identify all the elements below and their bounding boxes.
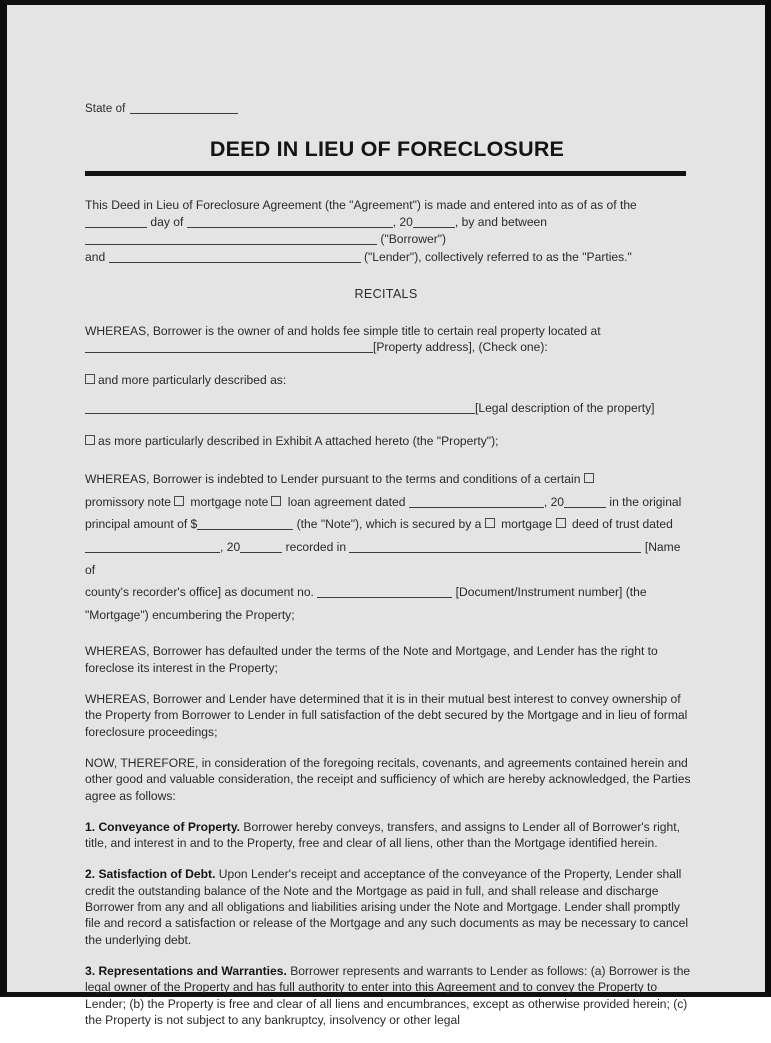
borrower-name-blank[interactable] xyxy=(85,233,377,245)
indebtedness-seg-1: WHEREAS, Borrower is indebted to Lender pursuant to the terms and conditions of a certain xyxy=(85,472,581,487)
indebtedness-seg-6: in the original xyxy=(609,494,682,509)
indebtedness-seg-2: promissory note xyxy=(85,494,172,509)
trust-deed-date-blank[interactable] xyxy=(85,541,220,553)
recitals-heading: RECITALS xyxy=(354,286,418,301)
trust-deed-year-blank[interactable] xyxy=(240,541,282,553)
section-1-heading: 1. Conveyance of Property. xyxy=(85,819,241,834)
recorder-office-blank[interactable] xyxy=(349,541,641,553)
checkbox-unchecked-icon[interactable] xyxy=(485,518,495,528)
now-therefore-paragraph: NOW, THEREFORE, in consideration of the foregoing recitals, covenants, and agreements contained herein and other good and valuable consideration, the receipt and sufficiency of which are hereby acknowledged, the Parties agree as follows: xyxy=(85,755,691,803)
checkbox-option-2-row[interactable] xyxy=(85,433,693,449)
recital-indebtedness-paragraph xyxy=(85,468,693,626)
and-label: and xyxy=(85,249,106,264)
checkbox-unchecked-icon[interactable] xyxy=(85,374,95,384)
section-3-representations-and-warranties xyxy=(85,963,693,1028)
checkbox-unchecked-icon[interactable] xyxy=(85,435,95,445)
document-sheet xyxy=(7,5,765,1027)
lender-name-blank[interactable] xyxy=(109,251,361,263)
indebtedness-seg-4: loan agreement dated xyxy=(287,494,406,509)
indebtedness-seg-16: "Mortgage") encumbering the Property; xyxy=(85,607,295,622)
section-2-heading: 2. Satisfaction of Debt. xyxy=(85,867,216,882)
section-2-satisfaction-of-debt xyxy=(85,866,693,947)
indebtedness-seg-15: [Document/Instrument number] (the xyxy=(455,585,647,600)
loan-year-blank[interactable] xyxy=(564,496,606,508)
indebtedness-seg-12: recorded in xyxy=(285,540,347,555)
checkbox-option-1-label: and more particularly described as: xyxy=(98,373,287,388)
indebtedness-seg-3: mortgage note xyxy=(190,494,269,509)
legal-description-tag: [Legal description of the property] xyxy=(475,400,655,415)
section-1-conveyance xyxy=(85,819,693,852)
intro-line-1: This Deed in Lieu of Foreclosure Agreement (the "Agreement") is made and entered into as of as of the xyxy=(85,198,637,212)
document-content xyxy=(85,103,693,1043)
document-number-blank[interactable] xyxy=(317,586,452,598)
month-blank[interactable] xyxy=(187,216,393,228)
year-blank[interactable] xyxy=(413,216,455,228)
year-prefix-label: , 20 xyxy=(392,215,413,230)
indebtedness-seg-8: (the "Note"), which is secured by a xyxy=(296,517,482,532)
checkbox-option-2-label: as more particularly described in Exhibit A attached hereto (the "Property"); xyxy=(98,434,499,448)
page-title: DEED IN LIEU OF FORECLOSURE xyxy=(209,137,565,161)
indebtedness-seg-7: principal amount of $ xyxy=(85,517,198,532)
principal-amount-blank[interactable] xyxy=(197,518,293,530)
indebtedness-seg-9: mortgage xyxy=(501,517,553,532)
checkbox-unchecked-icon[interactable] xyxy=(584,473,594,483)
recital-conveyance-intent-paragraph: WHEREAS, Borrower and Lender have determined that it is in their mutual best interest to convey ownership of the Property from Borrower to Lender in full satisfaction of the debt secured by the Mortgage and in lieu of formal foreclosure proceedings; xyxy=(85,692,688,739)
indebtedness-seg-13: [Name of xyxy=(85,540,681,577)
state-of-label: State of xyxy=(85,103,126,115)
lender-tag: ("Lender"), collectively referred to as the "Parties." xyxy=(363,249,632,264)
section-3-body: Borrower represents and warrants to Lender as follows: (a) Borrower is the legal owner of the Property and has full authority to enter into this Agreement and to convey the Property to Lender; (b) the Property is free and clear of all liens and encumbrances, except as otherwise provided herein; (c) the Property is not subject to any bankruptcy, insolvency or other legal xyxy=(85,963,691,1027)
indebtedness-seg-11: , 20 xyxy=(220,540,241,555)
indebtedness-seg-10: deed of trust dated xyxy=(571,517,673,532)
checkbox-unchecked-icon[interactable] xyxy=(556,518,566,528)
state-of-line xyxy=(85,103,693,115)
checkbox-option-1-row[interactable] xyxy=(85,372,693,388)
day-of-label: day of xyxy=(150,215,184,230)
day-blank[interactable] xyxy=(85,216,147,228)
recital-default-paragraph: WHEREAS, Borrower has defaulted under the terms of the Note and Mortgage, and Lender has the right to foreclose its interest in the Property; xyxy=(85,644,658,675)
title-divider xyxy=(85,171,686,176)
legal-description-row xyxy=(85,400,693,416)
property-address-row xyxy=(85,339,693,355)
agreement-intro-paragraph xyxy=(85,197,693,266)
property-address-blank[interactable] xyxy=(85,341,373,353)
borrower-tag: ("Borrower") xyxy=(380,232,447,247)
state-of-blank[interactable] xyxy=(130,113,238,114)
property-address-tag: [Property address], (Check one): xyxy=(373,340,548,355)
loan-date-blank[interactable] xyxy=(409,496,544,508)
section-3-heading: 3. Representations and Warranties. xyxy=(85,963,287,978)
by-and-between-label: , by and between xyxy=(454,215,548,230)
recital-property-paragraph xyxy=(85,323,693,339)
section-1-body: Borrower hereby conveys, transfers, and assigns to Lender all of Borrower's right, title, and interest in and to the Property, free and clear of all liens, other than the Mortgage identified herein. xyxy=(85,819,680,851)
indebtedness-seg-5: , 20 xyxy=(543,494,565,509)
checkbox-unchecked-icon[interactable] xyxy=(174,496,184,506)
legal-description-blank[interactable] xyxy=(85,402,475,414)
checkbox-unchecked-icon[interactable] xyxy=(271,496,281,506)
indebtedness-seg-14: county's recorder's office] as document no. xyxy=(85,585,314,600)
section-2-body: Upon Lender's receipt and acceptance of the conveyance of the Property, Lender shall credit the outstanding balance of the Note and the Mortgage as paid in full, and shall release and discharge Borrower from any and all obligations and liabilities arising under the Note and Mortgage. Lender shall promptly file and record a satisfaction or release of the Mortgage and any such documents as may be necessary to cancel the underlying debt. xyxy=(85,867,689,947)
recital-1-text: WHEREAS, Borrower is the owner of and holds fee simple title to certain real property located at xyxy=(85,323,601,338)
